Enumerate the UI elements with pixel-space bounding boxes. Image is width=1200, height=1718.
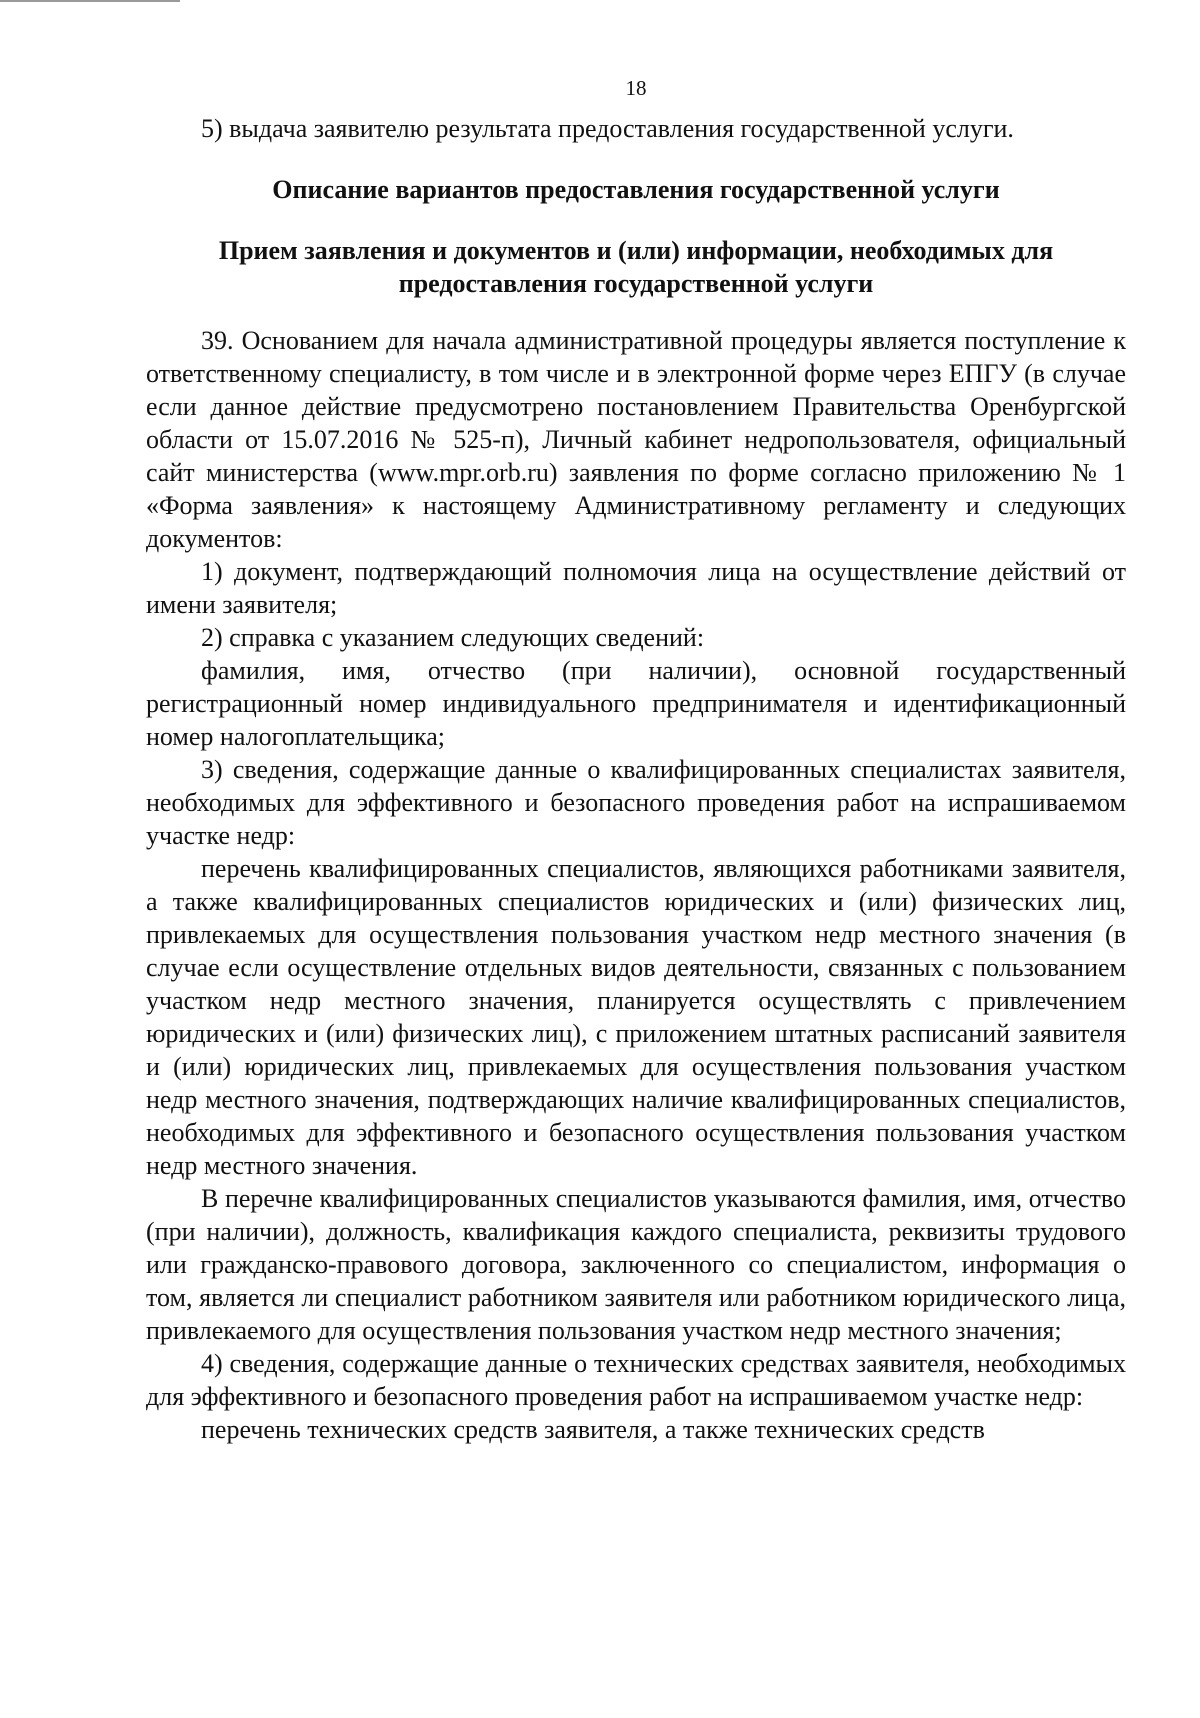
paragraph-item-3-detail: перечень квалифицированных специалистов, являющихся работниками заявителя, а также квалифицированных специалистов юридических и (или) физических лиц, привлекаемых для осуществления пользования участком недр местного значения (в случае если осуществление отдельных видов деятельности, связанных с пользованием участком недр местного значения, планируется осуществлять с привлечением юридических и (или) физических лиц), с приложением штатных расписаний заявителя и (или) юридических лиц, привлекаемых для осуществления пользования участком недр местного значения, подтверждающих наличие квалифицированных специалистов, необходимых для эффективного и безопасного осуществления пользования участком недр местного значения.: [146, 854, 1126, 1180]
paragraph-item-2: 2) справка с указанием следующих сведений:: [201, 623, 705, 652]
paragraph-item-4: 4) сведения, содержащие данные о технических средствах заявителя, необходимых для эффективного и безопасного проведения работ на испрашиваемом участке недр:: [146, 1349, 1126, 1411]
spacer: [146, 300, 1126, 324]
paragraph-item-1: 1) документ, подтверждающий полномочия лица на осуществление действий от имени заявителя;: [146, 557, 1126, 619]
spacer: [146, 206, 1126, 234]
paragraph-item-3: 3) сведения, содержащие данные о квалифицированных специалистах заявителя, необходимых для эффективного и безопасного проведения работ на испрашиваемом участке недр:: [146, 755, 1126, 850]
paragraph-item-4-detail: перечень технических средств заявителя, а также технических средств: [201, 1415, 985, 1444]
paragraph-39: 39. Основанием для начала административной процедуры является поступление к ответственному специалисту, в том числе и в электронной форме через ЕПГУ (в случае если данное действие предусмотрено постановлением Правительства Оренбургской области от 15.07.2016 № 525-п), Личный кабинет недропользователя, официальный сайт министерства (www.mpr.orb.ru) заявления по форме согласно приложению № 1 «Форма заявления» к настоящему Административному регламенту и следующих документов:: [146, 326, 1126, 553]
paragraph-item-2-detail: фамилия, имя, отчество (при наличии), основной государственный регистрационный номер индивидуального предпринимателя и идентификационный номер налогоплательщика;: [146, 656, 1126, 751]
section-heading: Описание вариантов предоставления государственной услуги: [272, 175, 1000, 204]
spacer: [146, 145, 1126, 173]
paragraph-item-5: 5) выдача заявителю результата предоставления государственной услуги.: [201, 114, 1014, 143]
scan-edge-line: [0, 0, 180, 2]
paragraph-item-3-list: В перечне квалифицированных специалистов указываются фамилия, имя, отчество (при наличии), должность, квалификация каждого специалиста, реквизиты трудового или гражданско-правового договора, заключенного со специалистом, информация о том, является ли специалист работником заявителя или работником юридического лица, привлекаемого для осуществления пользования участком недр местного значения;: [146, 1184, 1126, 1345]
document-page: [146, 60, 1126, 1446]
subsection-heading: Прием заявления и документов и (или) информации, необходимых для предоставления государственной услуги: [218, 236, 1054, 298]
page-number: 18: [625, 76, 647, 100]
